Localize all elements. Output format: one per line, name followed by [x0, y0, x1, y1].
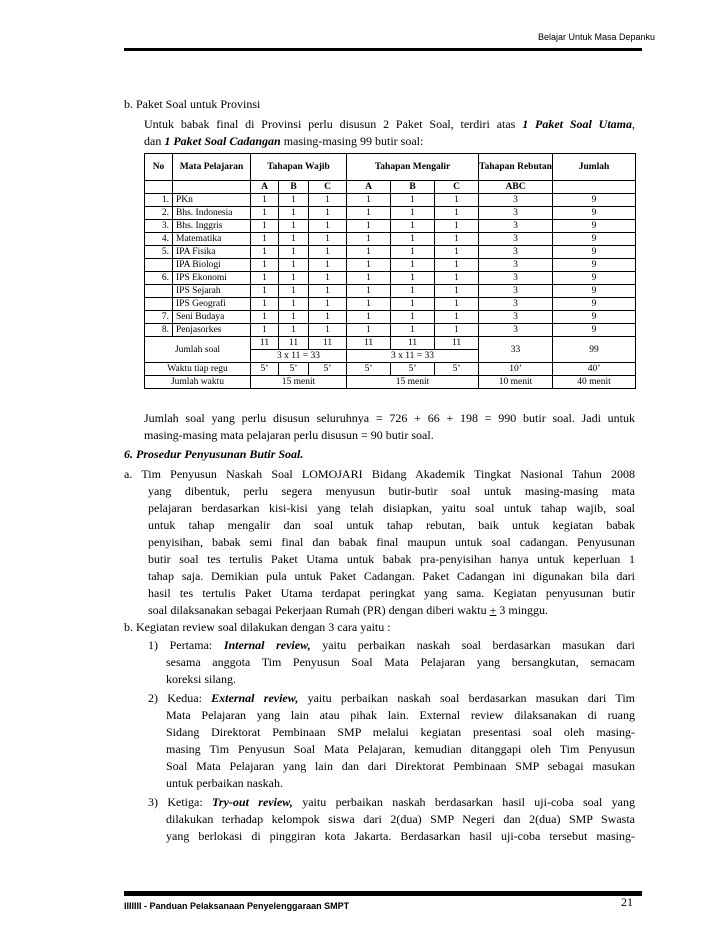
item-a-line-8: hasil tes tertulis Paket Utama terdapat peringkat yang sama. Kegiatan penyusunan butir [148, 586, 635, 600]
section-b-intro-line-2 [144, 133, 423, 149]
row-jumlah: 9 [553, 246, 636, 259]
table-body [145, 194, 636, 337]
row-rebutan: 3 [479, 233, 553, 246]
row-mengalir-a: 1 [347, 298, 391, 311]
section-6-heading: 6. Prosedur Penyusunan Butir Soal. [124, 447, 304, 461]
item-a-line-7: tahap saja. Demikian pula untuk Paket Cadangan. Paket Cadangan ini digunakan bila dari [148, 569, 635, 583]
table-row [145, 233, 636, 246]
row-mengalir-c: 1 [435, 194, 479, 207]
row-mengalir-c: 1 [435, 311, 479, 324]
summary-line-1: Jumlah soal yang perlu disusun seluruhnya = 726 + 66 + 198 = 990 butir soal. Jadi untuk [144, 411, 635, 425]
summary-line-2: masing-masing mata pelajaran perlu disusun = 90 butir soal. [144, 428, 434, 442]
row-jumlah: 9 [553, 298, 636, 311]
row-wajib-b: 1 [279, 272, 309, 285]
row-rebutan: 3 [479, 194, 553, 207]
row-mengalir-a: 1 [347, 272, 391, 285]
row-wajib-b: 1 [279, 207, 309, 220]
sub-header-empty [553, 181, 636, 194]
row-jumlah: 9 [553, 259, 636, 272]
waktu-label: Waktu tiap regu [145, 363, 251, 376]
row-mengalir-b: 1 [391, 207, 435, 220]
intro-emphasis: 1 Paket Soal Cadangan [164, 134, 281, 148]
item-a-line-2: yang dibentuk, perlu segera menyusun butir-butir soal untuk masing-masing mata [148, 484, 635, 498]
total-wajib-a: 11 [251, 337, 279, 350]
row-wajib-b: 1 [279, 246, 309, 259]
row-wajib-a: 1 [251, 311, 279, 324]
total-wajib-formula: 3 x 11 = 33 [251, 350, 347, 363]
table-row [145, 207, 636, 220]
row-wajib-b: 1 [279, 194, 309, 207]
waktu-jumlah: 40’ [553, 363, 636, 376]
sub-header-a: A [251, 181, 279, 194]
header-no: No [145, 154, 173, 181]
table-row [145, 194, 636, 207]
row-mengalir-b: 1 [391, 324, 435, 337]
section-b-intro-line-1 [144, 116, 635, 132]
waktu-mengalir-c: 5’ [435, 363, 479, 376]
row-wajib-a: 1 [251, 207, 279, 220]
row-wajib-b: 1 [279, 324, 309, 337]
item-a-line-9 [148, 602, 548, 618]
row-mengalir-a: 1 [347, 311, 391, 324]
row-subject: IPS Geografi [173, 298, 251, 311]
review-type: Internal review, [223, 638, 311, 652]
row-number [145, 285, 173, 298]
row-wajib-b: 1 [279, 220, 309, 233]
row-jumlah: 9 [553, 207, 636, 220]
row-mengalir-c: 1 [435, 272, 479, 285]
row-wajib-c: 1 [309, 194, 347, 207]
row-wajib-b: 1 [279, 259, 309, 272]
row-wajib-b: 1 [279, 233, 309, 246]
review-text: yaitu perbaikan naskah soal berdasarkan masukan dari Tim [298, 691, 636, 705]
row-mengalir-b: 1 [391, 194, 435, 207]
row-jumlah: 9 [553, 324, 636, 337]
review-1-line-3: koreksi silang. [166, 672, 236, 686]
review-type: Try-out review, [212, 795, 293, 809]
total-wajib-c: 11 [309, 337, 347, 350]
item-a-line-4: untuk tahap mengalir dan soal untuk tahap rebutan, baik untuk kegiatan babak [148, 518, 635, 532]
row-mengalir-b: 1 [391, 259, 435, 272]
waktu-rebutan: 10’ [479, 363, 553, 376]
row-mengalir-c: 1 [435, 246, 479, 259]
row-wajib-a: 1 [251, 220, 279, 233]
review-text: 2) Kedua: [148, 691, 212, 705]
row-number: 5. [145, 246, 173, 259]
section-b-heading: b. Paket Soal untuk Provinsi [124, 97, 261, 111]
row-number: 7. [145, 311, 173, 324]
row-rebutan: 3 [479, 272, 553, 285]
table-row [145, 285, 636, 298]
footer-rule [124, 891, 642, 896]
table-row [145, 246, 636, 259]
row-wajib-a: 1 [251, 194, 279, 207]
row-subject: Matematika [173, 233, 251, 246]
item-a-text: 3 minggu. [496, 603, 549, 617]
row-number: 1. [145, 194, 173, 207]
total-mengalir-c: 11 [435, 337, 479, 350]
intro-emphasis: 1 Paket Soal Utama [522, 117, 632, 131]
review-1-line-1 [148, 637, 635, 653]
row-number: 4. [145, 233, 173, 246]
review-text: 3) Ketiga: [148, 795, 213, 809]
row-wajib-c: 1 [309, 220, 347, 233]
sub-header-c: C [309, 181, 347, 194]
row-wajib-c: 1 [309, 298, 347, 311]
total-rebutan: 33 [479, 337, 553, 363]
header-tahapan-wajib: Tahapan Wajib [251, 154, 347, 181]
intro-text: dan [144, 134, 165, 148]
review-text: 1) Pertama: [148, 638, 224, 652]
waktu-wajib-b: 5’ [279, 363, 309, 376]
total-mengalir-a: 11 [347, 337, 391, 350]
row-number [145, 259, 173, 272]
item-b-line-1: b. Kegiatan review soal dilakukan dengan 3 cara yaitu : [124, 620, 391, 634]
item-a-text: soal dilaksanakan sebagai Pekerjaan Rumah (PR) dengan diberi waktu [148, 603, 490, 617]
header-no-cont [145, 181, 173, 194]
row-wajib-b: 1 [279, 298, 309, 311]
review-text: yaitu perbaikan naskah berdasarkan hasil uji-coba soal yang [292, 795, 635, 809]
header-mapel-cont [173, 181, 251, 194]
row-rebutan: 3 [479, 207, 553, 220]
row-number: 8. [145, 324, 173, 337]
row-wajib-c: 1 [309, 311, 347, 324]
row-rebutan: 3 [479, 220, 553, 233]
row-wajib-a: 1 [251, 272, 279, 285]
table-row [145, 298, 636, 311]
item-a-line-6: butir soal tes tertulis Paket Utama untuk babak pra-penyisihan hanya untuk keperluan 1 [148, 552, 635, 566]
row-wajib-c: 1 [309, 207, 347, 220]
header-tahapan-rebutan: Tahapan Rebutan [479, 154, 553, 181]
row-number: 3. [145, 220, 173, 233]
row-rebutan: 3 [479, 324, 553, 337]
jumlah-waktu-mengalir: 15 menit [347, 376, 479, 389]
row-subject: Bhs. Indonesia [173, 207, 251, 220]
review-2-line-5: Soal Mata Pelajaran yang lain dan dari Direktorat Pembinaan SMP sebagai masukan [166, 759, 635, 773]
review-3-line-3: yang berlokasi di pinggiran kota Jakarta. Berdasarkan hasil uji-coba tersebut masing- [166, 829, 635, 843]
review-2-line-1 [148, 690, 635, 706]
sub-header-a: A [347, 181, 391, 194]
row-mengalir-b: 1 [391, 272, 435, 285]
row-number [145, 298, 173, 311]
waktu-mengalir-a: 5’ [347, 363, 391, 376]
waktu-wajib-a: 5’ [251, 363, 279, 376]
row-jumlah: 9 [553, 194, 636, 207]
table-row [145, 220, 636, 233]
sub-header-abc: ABC [479, 181, 553, 194]
row-mengalir-b: 1 [391, 246, 435, 259]
total-label: Jumlah soal [145, 337, 251, 363]
row-mengalir-a: 1 [347, 194, 391, 207]
jumlah-waktu-rebutan: 10 menit [479, 376, 553, 389]
row-mengalir-b: 1 [391, 285, 435, 298]
row-mengalir-c: 1 [435, 285, 479, 298]
row-wajib-a: 1 [251, 233, 279, 246]
row-wajib-c: 1 [309, 272, 347, 285]
row-mengalir-a: 1 [347, 233, 391, 246]
row-mengalir-a: 1 [347, 324, 391, 337]
row-subject: IPS Ekonomi [173, 272, 251, 285]
row-mengalir-c: 1 [435, 298, 479, 311]
jumlah-waktu-jumlah: 40 menit [553, 376, 636, 389]
row-jumlah: 9 [553, 272, 636, 285]
table-row [145, 311, 636, 324]
question-package-table [144, 153, 636, 389]
sub-header-c: C [435, 181, 479, 194]
row-wajib-c: 1 [309, 285, 347, 298]
row-rebutan: 3 [479, 285, 553, 298]
row-mengalir-a: 1 [347, 246, 391, 259]
total-wajib-b: 11 [279, 337, 309, 350]
row-wajib-a: 1 [251, 246, 279, 259]
waktu-mengalir-b: 5’ [391, 363, 435, 376]
row-mengalir-c: 1 [435, 324, 479, 337]
item-a-line-1: a. Tim Penyusun Naskah Soal LOMOJARI Bidang Akademik Tingkat Nasional Tahun 2008 [124, 467, 635, 481]
row-wajib-c: 1 [309, 324, 347, 337]
header-rule [124, 48, 642, 51]
review-2-line-6: untuk perbaikan naskah. [166, 776, 283, 790]
row-rebutan: 3 [479, 259, 553, 272]
row-wajib-c: 1 [309, 246, 347, 259]
intro-text: Untuk babak final di Provinsi perlu disusun 2 Paket Soal, terdiri atas [144, 117, 523, 131]
row-rebutan: 3 [479, 246, 553, 259]
row-wajib-c: 1 [309, 259, 347, 272]
total-mengalir-formula: 3 x 11 = 33 [347, 350, 479, 363]
plus-minus-symbol: + [489, 603, 497, 617]
intro-text: , [632, 117, 635, 131]
page-number: 21 [621, 895, 633, 909]
header-jumlah: Jumlah [553, 154, 636, 181]
row-wajib-b: 1 [279, 311, 309, 324]
review-3-line-2: dilakukan terhadap kelompok siswa dari 2(dua) SMP Negeri dan 2(dua) SMP Swasta [166, 812, 635, 826]
row-wajib-c: 1 [309, 233, 347, 246]
row-mengalir-b: 1 [391, 220, 435, 233]
row-number: 2. [145, 207, 173, 220]
row-mengalir-c: 1 [435, 207, 479, 220]
header-tahapan-mengalir: Tahapan Mengalir [347, 154, 479, 181]
row-subject: IPA Biologi [173, 259, 251, 272]
row-jumlah: 9 [553, 311, 636, 324]
review-2-line-3: Sidang Direktorat Pembinaan SMP melalui kegiatan presentasi soal oleh masing- [166, 725, 635, 739]
intro-text: masing-masing 99 butir soal: [280, 134, 424, 148]
row-mengalir-b: 1 [391, 311, 435, 324]
row-wajib-a: 1 [251, 324, 279, 337]
total-jumlah: 99 [553, 337, 636, 363]
review-3-line-1 [148, 794, 635, 810]
footer-text: IIIIIII - Panduan Pelaksanaan Penyelenggaraan SMPT [124, 901, 350, 911]
row-jumlah: 9 [553, 220, 636, 233]
sub-header-b: B [279, 181, 309, 194]
row-mengalir-c: 1 [435, 233, 479, 246]
row-subject: Bhs. Inggris [173, 220, 251, 233]
header-mata-pelajaran: Mata Pelajaran [173, 154, 251, 181]
row-subject: Penjasorkes [173, 324, 251, 337]
row-wajib-a: 1 [251, 259, 279, 272]
row-mengalir-a: 1 [347, 285, 391, 298]
table-row [145, 259, 636, 272]
row-mengalir-a: 1 [347, 259, 391, 272]
row-mengalir-a: 1 [347, 220, 391, 233]
review-type: External review, [211, 691, 299, 705]
review-2-line-2: Mata Pelajaran yang lain atau pihak lain. External review dilaksanakan di ruang [166, 708, 635, 722]
row-wajib-a: 1 [251, 285, 279, 298]
row-rebutan: 3 [479, 311, 553, 324]
running-header: Belajar Untuk Masa Depanku [537, 32, 655, 42]
table-row [145, 272, 636, 285]
row-subject: IPA Fisika [173, 246, 251, 259]
jumlah-waktu-label: Jumlah waktu [145, 376, 251, 389]
item-a-line-5: penyisihan, babak semi final dan babak final maupun untuk soal cadangan. Penyusunan [148, 535, 635, 549]
row-mengalir-a: 1 [347, 207, 391, 220]
row-rebutan: 3 [479, 298, 553, 311]
review-1-line-2: sesama anggota Tim Penyusun Soal Mata Pelajaran yang bersangkutan, semacam [166, 655, 635, 669]
total-mengalir-b: 11 [391, 337, 435, 350]
row-mengalir-c: 1 [435, 220, 479, 233]
row-mengalir-b: 1 [391, 233, 435, 246]
waktu-wajib-c: 5’ [309, 363, 347, 376]
row-subject: Seni Budaya [173, 311, 251, 324]
item-a-line-3: pelajaran berdasarkan kisi-kisi yang telah disiapkan, yaitu soal untuk tahap wajib, soal [148, 501, 635, 515]
table-row [145, 324, 636, 337]
row-subject: PKn [173, 194, 251, 207]
review-2-line-4: masing Tim Penyusun Soal Mata Pelajaran, kemudian ditanggapi oleh Tim Penyusun [166, 742, 635, 756]
row-jumlah: 9 [553, 233, 636, 246]
review-text: yaitu perbaikan naskah soal berdasarkan masukan dari [310, 638, 635, 652]
row-jumlah: 9 [553, 285, 636, 298]
row-mengalir-b: 1 [391, 298, 435, 311]
row-subject: IPS Sejarah [173, 285, 251, 298]
row-mengalir-c: 1 [435, 259, 479, 272]
jumlah-waktu-wajib: 15 menit [251, 376, 347, 389]
row-wajib-b: 1 [279, 285, 309, 298]
row-wajib-a: 1 [251, 298, 279, 311]
row-number: 6. [145, 272, 173, 285]
sub-header-b: B [391, 181, 435, 194]
